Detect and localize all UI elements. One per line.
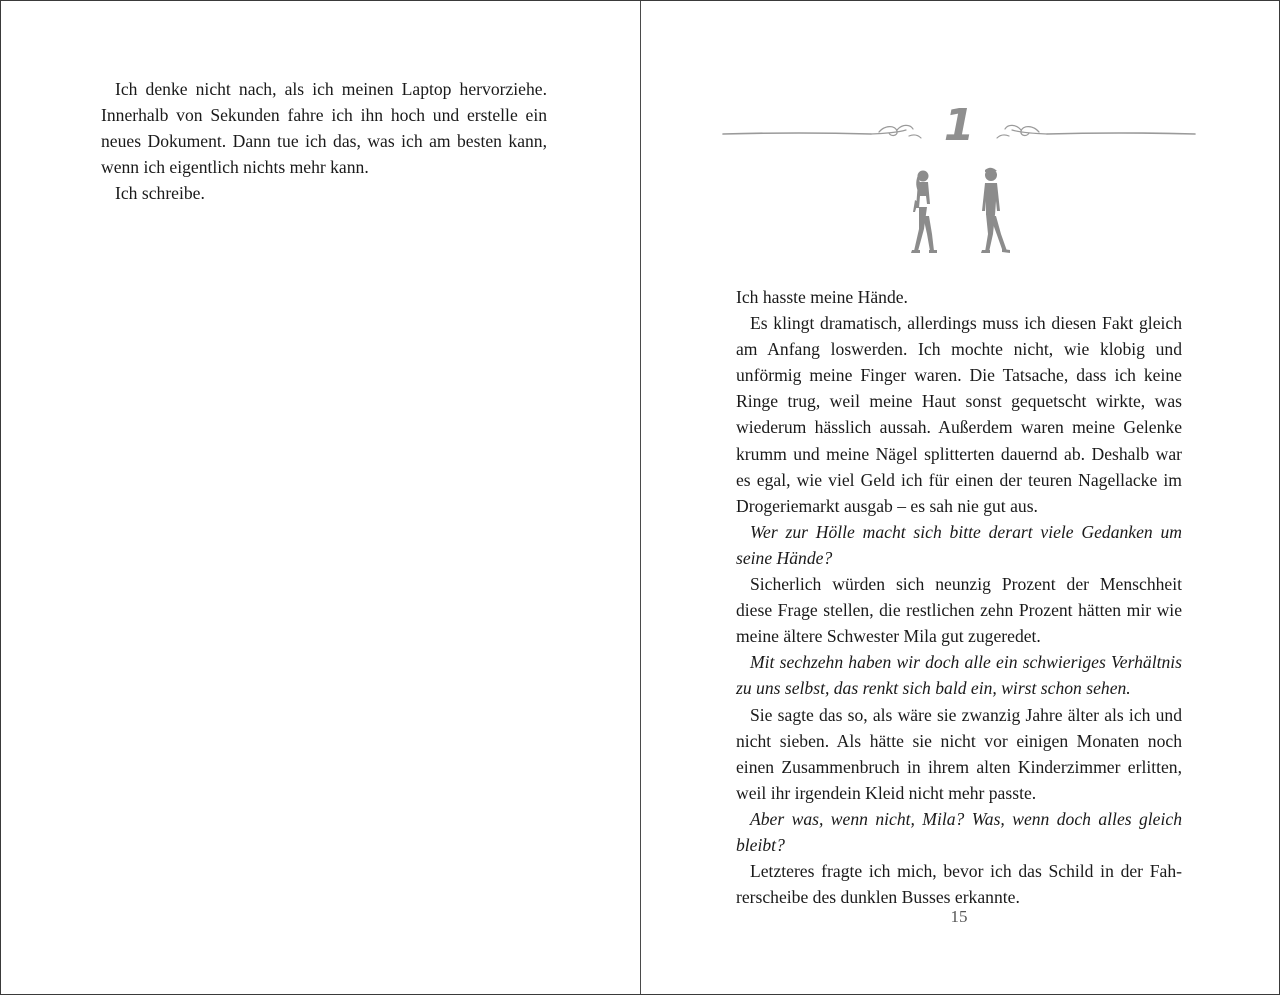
right-paragraph-6: Sie sagte das so, als wäre sie zwanzig Jahre älter als ich und nicht sieben. Als hätte sie nicht vor einigen Monaten noch einen Zusammenbruch in ihrem alten Kinderzimmer erlitten, weil ihr irgendein Kleid nicht mehr passte. [736, 704, 1182, 803]
right-page-text [736, 284, 1182, 910]
right-paragraph-8: Letzteres fragte ich mich, bevor ich das Schild in der Fahrerscheibe des dunklen Busses erkannte. [736, 861, 1182, 908]
right-paragraph-2: Es klingt dramatisch, allerdings muss ich diesen Fakt gleich am Anfang loswerden. Ich mochte nicht, wie klobig und unförmig meine Finger waren. Die Tatsache, dass ich keine Ringe trug, weil meine Haut sonst gequetscht wirkte, was wiederum hässlich aussah. Außerdem waren meine Gelenke krumm und meine Nägel splitterten dauernd ab. Deshalb war es egal, wie viel Geld ich für einen der teuren Nagellacke im Drogeriemarkt ausgab – es sah nie gut aus. [736, 313, 1182, 516]
right-paragraph-3: Wer zur Hölle macht sich bitte derart viele Gedanken um seine Hände? [736, 521, 1182, 568]
chapter-heading [721, 96, 1197, 266]
page-number: 15 [950, 907, 968, 926]
chapter-number: 1 [943, 100, 975, 151]
right-paragraph-5: Mit sechzehn haben wir doch alle ein schwieriges Verhältnis zu uns selbst, das renkt sich bald ein, wirst schon sehen. [736, 652, 1182, 699]
left-paragraph-2: Ich schreibe. [115, 183, 205, 204]
right-paragraph-4: Sicherlich würden sich neunzig Prozent der Menschheit diese Frage stellen, die restlichen zehn Prozent hätten mir wie meine ältere Schwester Mila gut zugeredet. [736, 574, 1182, 647]
couple-silhouette-icon [901, 166, 1021, 260]
book-gutter [640, 1, 641, 994]
right-paragraph-1: Ich hasste meine Hände. [736, 287, 908, 307]
left-page-text [101, 76, 547, 206]
left-paragraph-1: Ich denke nicht nach, als ich meinen Laptop hervorziehe. Innerhalb von Sekunden fahre ich ihn hoch und erstelle ein neues Dokument. Dann tue ich das, was ich am besten kann, wenn ich eigentlich nichts mehr kann. [101, 79, 547, 178]
right-paragraph-7: Aber was, wenn nicht, Mila? Was, wenn doch alles gleich bleibt? [736, 808, 1182, 855]
